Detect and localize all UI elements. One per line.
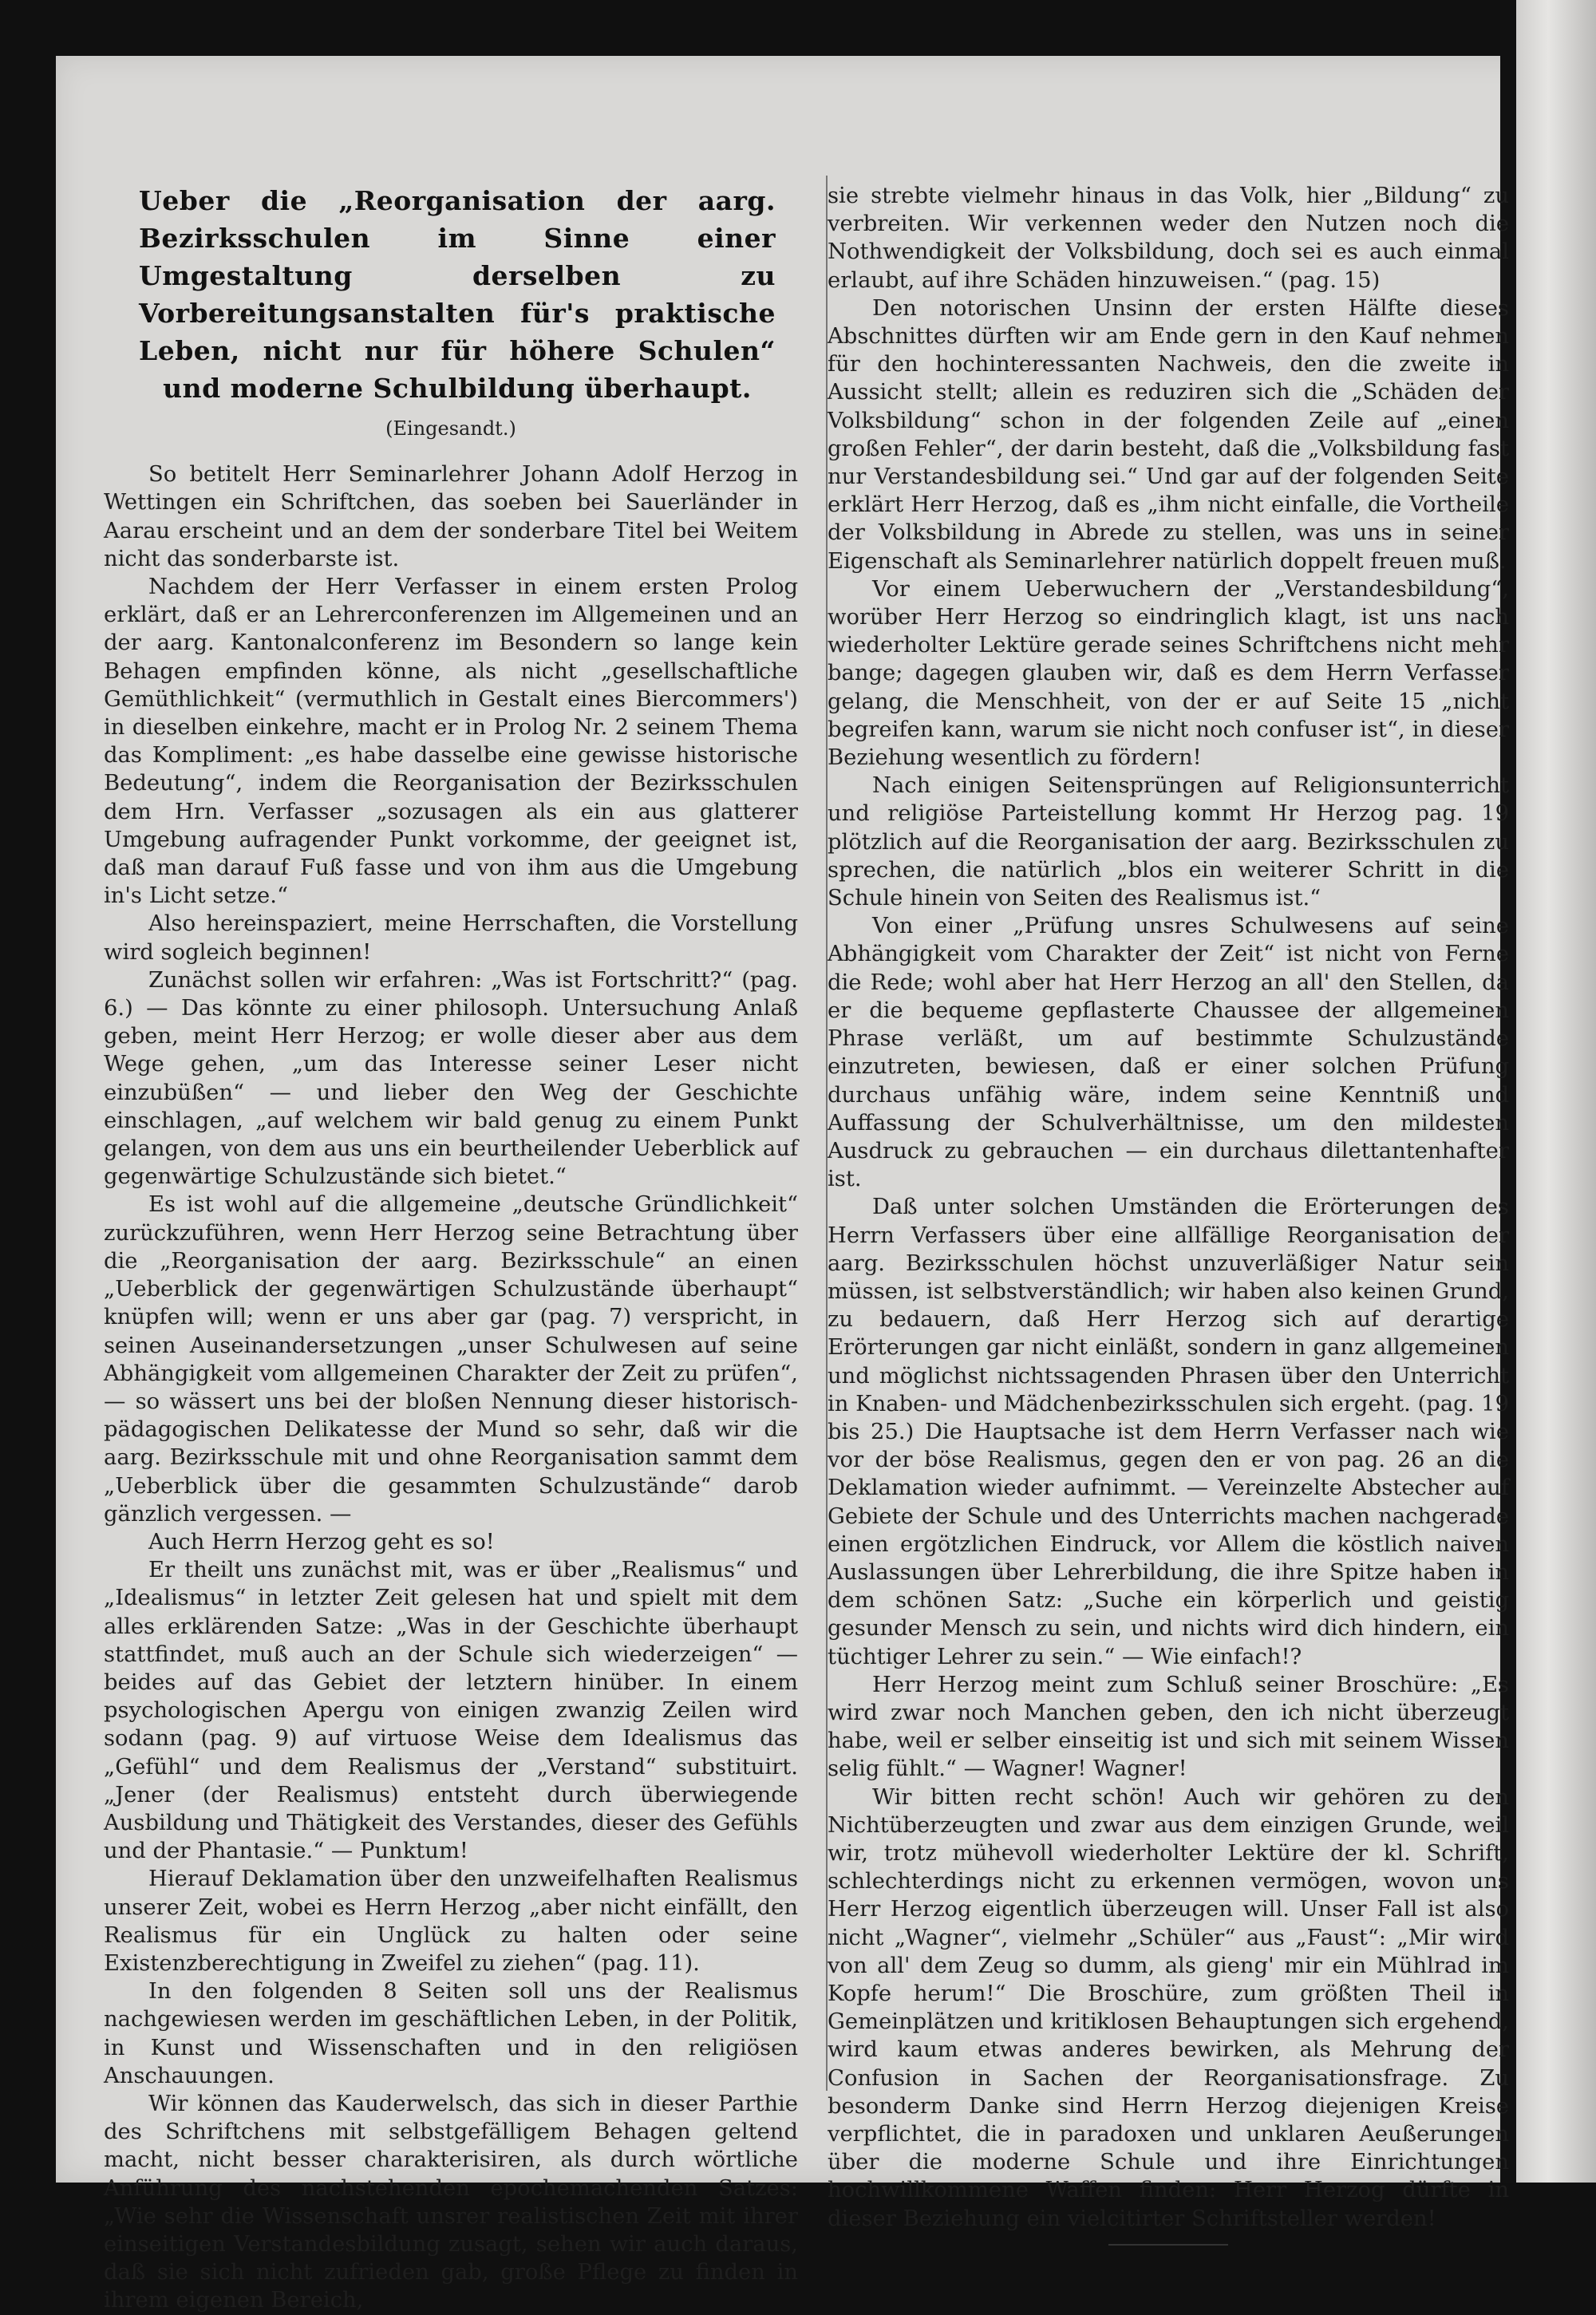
paragraph: Wir bitten recht schön! Auch wir gehören zu den Nichtüberzeugten und zwar aus dem einzigen Grunde, weil wir, trotz mühevoll wiederholter Lektüre der kl. Schrift, schlechterdings nicht zu erkennen vermögen, wovon uns Herr Herzog eigentlich überzeugen will. Unser Fall ist also nicht „Wagner“, vielmehr „Schüler“ aus „Faust“: „Mir wird von all' dem Zeug so dumm, als gieng' mir ein Mühlrad im Kopfe herum!“ Die Broschüre, zum größten Theil in Gemeinplätzen und kritiklosen Behauptungen sich ergehend, wird kaum etwas anderes bewirken, als Mehrung der Confusion in Sachen der Reorganisationsfrage. Zu besonderm Danke sind Herrn Herzog diejenigen Kreise verpflichtet, die in paradoxen und unklaren Aeußerungen über die moderne Schule und ihre Einrichtungen hochwillkommene Waffen finden: Herr Herzog dürfte in dieser Beziehung ein vielcitirter Schriftsteller werden! bbox=[828, 1784, 1509, 2231]
paragraph: Vor einem Ueberwuchern der „Verstandesbildung“, worüber Herr Herzog so eindringlich klagt, ist uns nach wiederholter Lektüre gerade seines Schriftchens nicht mehr bange; dagegen glauben wir, daß es dem Herrn Verfasser gelang, die Menschheit, von der er auf Seite 15 „nicht begreifen kann, warum sie nicht noch confuser ist“, in dieser Beziehung wesentlich zu fördern! bbox=[828, 576, 1509, 771]
page-fold-edge bbox=[1500, 0, 1596, 2183]
paragraph: Hierauf Deklamation über den unzweifelhaften Realismus unserer Zeit, wobei es Herrn Herzog „aber nicht einfällt, den Realismus für ein Unglück zu halten oder seine Existenzberechtigung in Zweifel zu ziehen“ (pag. 11). bbox=[104, 1867, 798, 1976]
paragraph: Herr Herzog meint zum Schluß seiner Broschüre: „Es wird zwar noch Manchen geben, den ich nicht überzeugt habe, weil er selber einseitig ist und sich mit seinem Wissen selig fühlt.“ — Wagner! Wagner! bbox=[828, 1672, 1509, 1782]
right-column bbox=[828, 182, 1509, 2246]
paragraph: In den folgenden 8 Seiten soll uns der Realismus nachgewiesen werden im geschäftlichen Leben, in der Politik, in Kunst und Wissenschaften und in den religiösen Anschauungen. bbox=[104, 1979, 798, 2088]
article-title: Ueber die „Reorganisation der aarg. Bezirksschulen im Sinne einer Umgestaltung derselben zu Vorbereitungsanstalten für's praktische Leben, nicht nur für höhere Schulen“ und moderne Schulbildung überhaupt. bbox=[139, 185, 776, 404]
paragraph: Den notorischen Unsinn der ersten Hälfte dieses Abschnittes dürften wir am Ende gern in den Kauf nehmen für den hochinteressanten Nachweis, den die zweite in Aussicht stellt; allein es reduziren sich die „Schäden der Volksbildung“ schon in der folgenden Zeile auf „einen großen Fehler“, der darin besteht, daß die „Volksbildung fast nur Verstandesbildung sei.“ Und gar auf der folgenden Seite erklärt Herr Herzog, daß es „ihm nicht einfalle, die Vortheile der Volksbildung in Abrede zu stellen, was uns in seiner Eigenschaft als Seminarlehrer natürlich doppelt freuen muß. bbox=[828, 295, 1509, 574]
paragraph: sie strebte vielmehr hinaus in das Volk, hier „Bildung“ zu verbreiten. Wir verkennen weder den Nutzen noch die Nothwendigkeit der Volksbildung, doch sei es auch einmal erlaubt, auf ihre Schäden hinzuweisen.“ (pag. 15) bbox=[828, 184, 1509, 293]
paragraph: Es ist wohl auf die allgemeine „deutsche Gründlichkeit“ zurückzuführen, wenn Herr Herzog seine Betrachtung über die „Reorganisation der aarg. Bezirksschule“ an einen „Ueberblick der gegenwärtigen Schulzustände überhaupt“ knüpfen will; wenn er uns aber gar (pag. 7) verspricht, in seinen Auseinandersetzungen „unser Schulwesen auf seine Abhängigkeit vom allgemeinen Charakter der Zeit zu prüfen“, — so wässert uns bei der bloßen Nennung dieser historisch-pädagogischen Delikatesse der Mund so sehr, daß wir die aarg. Bezirksschule mit und ohne Reorganisation sammt dem „Ueberblick über die gesammten Schulzustände“ darob gänzlich vergessen. — bbox=[104, 1192, 798, 1527]
left-column bbox=[104, 182, 798, 2315]
paragraph: Nach einigen Seitensprüngen auf Religionsunterricht und religiöse Parteistellung kommt Hr Herzog pag. 19 plötzlich auf die Reorganisation der aarg. Bezirksschulen zu sprechen, die natürlich „blos ein weiterer Schritt in die Schule hinein von Seiten des Realismus ist.“ bbox=[828, 773, 1509, 911]
paragraph: Daß unter solchen Umständen die Erörterungen des Herrn Verfassers über eine allfällige Reorganisation der aarg. Bezirksschulen höchst unzuverläßiger Natur sein müssen, ist selbstverständlich; wir haben also keinen Grund, zu bedauern, daß Herr Herzog sich auf derartige Erörterungen gar nicht einläßt, sondern in ganz allgemeinen und möglichst nichtssagenden Phrasen über den Unterricht in Knaben- und Mädchenbezirksschulen sich ergeht. (pag. 19 bis 25.) Die Hauptsache ist dem Herrn Verfasser nach wie vor der böse Realismus, gegen den er von pag. 26 an die Deklamation wieder aufnimmt. — Vereinzelte Abstecher auf Gebiete der Schule und des Unterrichts machen nachgerade einen ergötzlichen Eindruck, vor Allem die köstlich naiven Auslassungen über Lehrerbildung, die ihre Spitze haben in dem schönen Satz: „Suche ein körperlich und geistig gesunder Mensch zu sein, und nichts wird dich hindern, ein tüchtiger Lehrer zu sein.“ — Wie einfach!? bbox=[828, 1195, 1509, 1669]
paragraph: Er theilt uns zunächst mit, was er über „Realismus“ und „Idealismus“ in letzter Zeit gelesen hat und spielt mit dem alles erklärenden Satze: „Was in der Geschichte überhaupt stattfindet, muß auch an der Schule sich wiederzeigen“ — beides auf das Gebiet der letztern hinüber. In einem psychologischen Apergu von einigen zwanzig Zeilen wird sodann (pag. 9) auf virtuose Weise dem Idealismus das „Gefühl“ und dem Realismus der „Verstand“ substituirt. „Jener (der Realismus) entsteht durch überwiegende Ausbildung und Thätigkeit des Verstandes, dieser des Gefühls und der Phantasie.“ — Punktum! bbox=[104, 1558, 798, 1864]
paragraph: Zunächst sollen wir erfahren: „Was ist Fortschritt?“ (pag. 6.) — Das könnte zu einer philosoph. Untersuchung Anlaß geben, meint Herr Herzog; er wolle dieser aber aus dem Wege gehen, „um das Interesse seiner Leser nicht einzubüßen“ — und lieber den Weg der Geschichte einschlagen, „auf welchem wir bald genug zu einem Punkt gelangen, von dem aus uns ein beurtheilender Ueberblick auf gegenwärtige Schulzustände sich bietet.“ bbox=[104, 967, 798, 1190]
article-subtitle: (Eingesandt.) bbox=[385, 417, 516, 440]
paragraph: Also hereinspaziert, meine Herrschaften, die Vorstellung wird sogleich beginnen! bbox=[104, 911, 798, 965]
paragraph: Wir können das Kauderwelsch, das sich in dieser Parthie des Schriftchens mit selbstgefälligem Behagen geltend macht, nicht besser charakterisiren, als durch wörtliche Anführung des nachstehenden epochemachenden Satzes: „Wie sehr die Wissenschaft unsrer realistischen Zeit mit ihrer einseitigen Verstandesbildung zusagt, sehen wir auch daraus, daß sie sich nicht zufrieden gab, große Pflege zu finden in ihrem eigenen Bereich, bbox=[104, 2091, 798, 2313]
paragraph: Auch Herrn Herzog geht es so! bbox=[148, 1529, 495, 1555]
paragraph: So betitelt Herr Seminarlehrer Johann Adolf Herzog in Wettingen ein Schriftchen, das soeben bei Sauerländer in Aarau erscheint und an dem der sonderbare Titel bei Weitem nicht das sonderbarste ist. bbox=[104, 462, 798, 571]
paragraph: Nachdem der Herr Verfasser in einem ersten Prolog erklärt, daß er an Lehrerconferenzen im Allgemeinen und an der aarg. Kantonalconferenz im Besondern so lange kein Behagen empfinden könne, als nicht „gesellschaftliche Gemüthlichkeit“ (vermuthlich in Gestalt eines Biercommers') in dieselben einkehre, macht er in Prolog Nr. 2 seinem Thema das Kompliment: „es habe dasselbe eine gewisse historische Bedeutung“, indem die Reorganisation der Bezirksschulen dem Hrn. Verfasser „sozusagen als ein aus glatterer Umgebung aufragender Punkt vorkomme, der geeignet ist, daß man darauf Fuß fasse und von ihm aus die Umgebung in's Licht setze.“ bbox=[104, 575, 798, 909]
end-rule bbox=[1108, 2244, 1228, 2246]
paragraph: Von einer „Prüfung unsres Schulwesens auf seine Abhängigkeit vom Charakter der Zeit“ ist nicht von Ferne die Rede; wohl aber hat Herr Herzog an all' den Stellen, da er die bequeme gepflasterte Chaussee der allgemeinen Phrase verläßt, um auf bestimmte Schulzustände einzutreten, bewiesen, daß er einer solchen Prüfung durchaus unfähig wäre, indem seine Kenntniß und Auffassung der Schulverhältnisse, um den mildesten Ausdruck zu gebrauchen — ein durchaus dilettantenhafter ist. bbox=[828, 914, 1509, 1192]
